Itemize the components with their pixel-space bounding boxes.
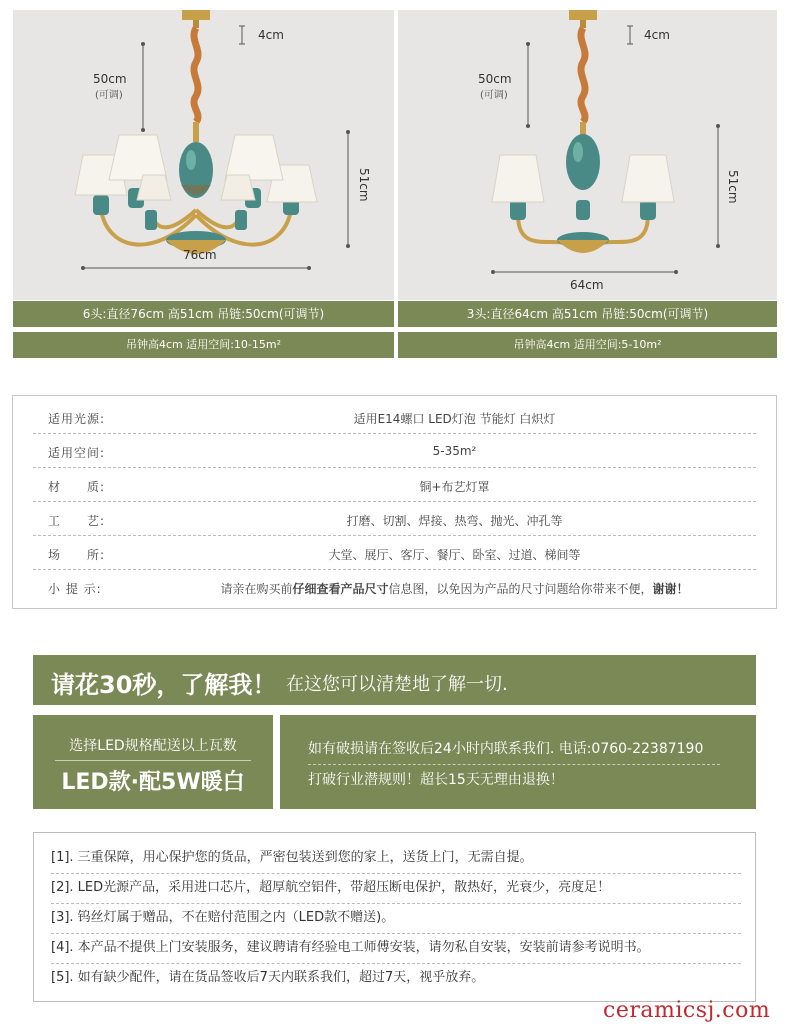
led-option-box xyxy=(33,715,273,809)
spec-value: 5-35m² xyxy=(432,444,477,458)
spec-value: 铜+布艺灯罩 xyxy=(419,480,490,494)
height-dimension: 51cm xyxy=(357,168,371,202)
product-space-bar-6-heads: 吊钟高4cm 适用空间:10-15m² xyxy=(13,332,394,358)
note-item: [2]. LED光源产品，采用进口芯片，超厚航空铝件，带超压断电保护，散热好，光衰少，亮度足！ xyxy=(51,873,741,904)
divider xyxy=(55,760,251,761)
led-option-caption: 选择LED规格配送以上瓦数 xyxy=(69,738,237,754)
damage-contact-text: 如有破损请在签收后24小时内联系我们. 电话:0760-22387190 xyxy=(308,741,704,757)
spec-label: 工 艺: xyxy=(48,514,106,528)
spec-row-space xyxy=(33,434,756,468)
product-spec-bar-3-heads: 3头:直径64cm 高51cm 吊链:50cm(可调节) xyxy=(398,301,777,327)
spec-row-light-source xyxy=(33,400,756,434)
intro-banner xyxy=(33,655,756,705)
spec-row-craft xyxy=(33,502,756,536)
spec-row-tip xyxy=(33,570,756,604)
note-item: [4]. 本产品不提供上门安装服务，建议聘请有经验电工师傅安装，请勿私自安装，安装前请参考说明书。 xyxy=(51,933,741,964)
note-item: [5]. 如有缺少配件，请在货品签收后7天内联系我们，超过7天，视乎放弃。 xyxy=(51,970,485,985)
chain-top-dimension: 4cm xyxy=(258,28,284,42)
spec-label: 小 提 示: xyxy=(48,582,102,596)
divider xyxy=(308,764,720,765)
spec-row-material xyxy=(33,468,756,502)
spec-label: 材 质: xyxy=(48,480,106,494)
tip-text: 请亲在购买前 xyxy=(220,582,293,596)
spec-value: 适用E14螺口 LED灯泡 节能灯 白炽灯 xyxy=(353,412,556,426)
watermark: ceramicsj.com xyxy=(603,998,771,1023)
spec-table xyxy=(12,395,777,609)
service-box xyxy=(280,715,756,809)
spec-value: 大堂、展厅、客厅、餐厅、卧室、过道、梯间等 xyxy=(328,548,581,562)
spec-label: 适用空间: xyxy=(48,446,106,460)
spec-label: 适用光源: xyxy=(48,412,106,426)
return-policy-text: 打破行业潜规则！超长15天无理由退换！ xyxy=(308,772,564,788)
note-item: [3]. 钨丝灯属于赠品，不在赔付范围之内（LED款不赠送)。 xyxy=(51,903,741,934)
chain-length-dimension: 50cm xyxy=(478,72,512,86)
height-dimension: 51cm xyxy=(726,170,740,204)
banner-subline: 在这您可以清楚地了解一切. xyxy=(286,674,508,695)
product-spec-bar-6-heads: 6头:直径76cm 高51cm 吊链:50cm(可调节) xyxy=(13,301,394,327)
chain-adjustable-note: (可调) xyxy=(480,90,508,101)
product-space-bar-3-heads: 吊钟高4cm 适用空间:5-10m² xyxy=(398,332,777,358)
tip-thanks: 谢谢！ xyxy=(652,582,689,596)
product-image-3-heads xyxy=(398,10,777,300)
banner-headline: 请花30秒，了解我！ xyxy=(51,671,277,699)
spec-value: 打磨、切割、焊接、热弯、抛光、冲孔等 xyxy=(346,514,563,528)
chain-length-dimension: 50cm xyxy=(93,72,127,86)
note-item: [1]. 三重保障，用心保护您的货品，严密包装送到您的家上，送货上门，无需自提。 xyxy=(51,843,741,874)
service-notes xyxy=(33,832,756,1002)
spec-row-venue xyxy=(33,536,756,570)
chain-top-dimension: 4cm xyxy=(644,28,670,42)
spec-value xyxy=(153,580,756,597)
tip-emphasis: 仔细查看产品尺寸 xyxy=(292,582,389,596)
led-option-title: LED款·配5W暖白 xyxy=(61,770,245,795)
chain-adjustable-note: (可调) xyxy=(95,90,123,101)
product-image-6-heads xyxy=(13,10,394,300)
width-dimension: 76cm xyxy=(183,248,217,262)
tip-text: 信息图，以免因为产品的尺寸问题给你带来不便， xyxy=(388,582,653,596)
width-dimension: 64cm xyxy=(570,278,604,292)
chandelier-3-heads-illustration xyxy=(398,10,777,300)
spec-label: 场 所: xyxy=(48,548,106,562)
